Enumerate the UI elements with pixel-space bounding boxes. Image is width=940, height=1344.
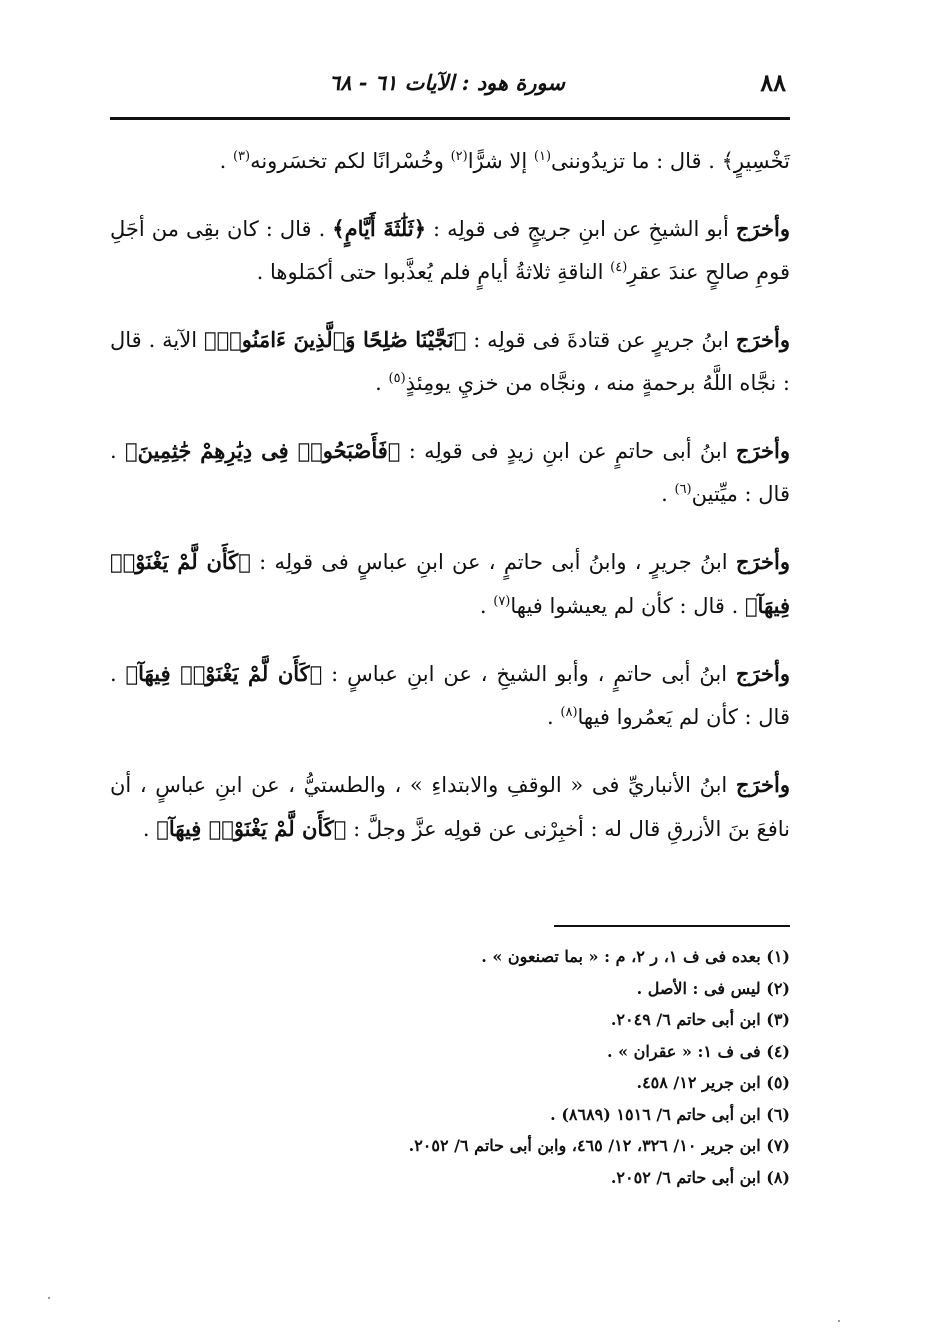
paragraph-text: . <box>142 817 157 841</box>
paragraph-7 <box>110 763 790 851</box>
footnote-ref: (٣) <box>232 149 251 164</box>
paragraph-text: . قال : ميِّتين <box>110 439 790 506</box>
page-header <box>110 68 790 108</box>
footnote: (٦) ابن أبى حاتم ٦/ ١٥١٦ (٨٦٨٩) . <box>550 1104 790 1124</box>
footnote-ref: (٦) <box>674 482 692 497</box>
footnotes-list <box>110 941 790 1193</box>
paragraph-text: ابنُ أبى حاتمٍ ، وأبو الشيخِ ، عن ابنِ عباسٍ : <box>322 662 736 686</box>
paragraph-text: ابنُ أبى حاتمٍ عن ابنِ زيدٍ فى قولِه : <box>400 439 736 463</box>
footnote-ref: (٨) <box>560 705 578 720</box>
quran-quote: ﴿كَأَن لَّمْ يَغْنَوْا۟ فِيهَآ﴾ <box>156 816 347 841</box>
footnote: (٨) ابن أبى حاتم ٦/ ٢٠٥٢. <box>610 1167 790 1187</box>
paragraph-3 <box>110 318 790 405</box>
paragraph-lead: وأخرَج <box>735 438 790 463</box>
book-page <box>110 0 790 1344</box>
header-rule <box>110 117 790 120</box>
footnote-ref: (٤) <box>610 260 628 275</box>
quran-quote: ﴿نَجَّيْنَا صَٰلِحًا وَٱلَّذِينَ ءَامَنُوا۟﴾ <box>203 327 467 352</box>
paragraph-6 <box>110 652 790 739</box>
paragraph-text: الناقةِ ثلاثةُ أيامٍ فلم يُعذَّبوا حتى أكمَلوها . <box>256 260 611 284</box>
scan-speck <box>48 1297 50 1299</box>
footnote-ref: (٢) <box>450 149 468 164</box>
paragraph-lead: وأخرَج <box>735 549 790 574</box>
footnote-ref: (٧) <box>493 594 511 609</box>
paragraph-text: . قال : كأن لم يعيشوا فيها <box>510 594 745 618</box>
footnote: (٣) ابن أبى حاتم ٦/ ٢٠٤٩. <box>610 1010 790 1029</box>
paragraph-text: . قال : كان بقِى من أجَلِ قومِ صالحٍ عندَ عقرِ <box>110 217 790 284</box>
paragraph-4 <box>110 429 790 516</box>
running-head: سورة هود : الآيات ٦١ - ٦٨ <box>328 70 565 95</box>
page-number: ٨٨ <box>760 68 786 97</box>
paragraph-text: الآية . قال : نجَّاه اللَّهُ برحمةٍ منه ، ونجَّاه من خزيِ يومِئذٍ <box>110 328 790 395</box>
scan-speck <box>838 1320 840 1322</box>
paragraph-text: . <box>479 594 494 618</box>
footnote-ref: (١) <box>533 149 552 164</box>
paragraph-lead: وأخرَج <box>735 661 790 686</box>
footnote: (٤) فى ف ١: « عقران » . <box>606 1041 790 1061</box>
footnote: (١) بعده فى ف ١، ر ٢، م : « بما تصنعون » . <box>481 947 790 966</box>
paragraph-text: . <box>219 149 233 173</box>
quran-quote: ﴿كَأَن لَّمْ يَغْنَوْا۟ فِيهَآ﴾ <box>125 661 323 686</box>
quran-quote: ﴿ثَلَٰثَةَ أَيَّامٍ﴾ <box>332 216 427 241</box>
paragraph-2 <box>110 207 790 294</box>
paragraph-lead: وأخرَج <box>735 772 790 797</box>
paragraph-text: ابنُ الأنباريِّ فى « الوقفِ والابتداءِ » ، والطستيُّ ، عن ابنِ عباسٍ ، أن نافعَ بنَ الأزرقِ قال له : أخبِرْنى عن قولِه عزَّ وجلَّ : <box>110 773 790 841</box>
footnote: (٢) ليس فى : الأصل . <box>636 978 790 998</box>
paragraph-lead: وأخرَج <box>735 327 791 352</box>
paragraph-text: ابنُ جريرٍ ، وابنُ أبى حاتمٍ ، عن ابنِ عباسٍ فى قولِه : <box>250 550 736 574</box>
paragraph-text: إلا شرًّا <box>467 149 534 173</box>
paragraph-text: . <box>547 705 561 729</box>
paragraph-text: . قال : كأن لم يَعمُروا فيها <box>110 662 790 729</box>
paragraph-text: . <box>661 482 675 506</box>
quran-quote: ﴿كَأَن لَّمْ يَغْنَوْا۟ فِيهَآ﴾ <box>110 549 790 618</box>
quran-quote: ﴿فَأَصْبَحُوا۟ فِى دِيَٰرِهِمْ جَٰثِمِينَ﴾ <box>124 438 401 463</box>
paragraph-lead: وأخرَج <box>735 216 790 241</box>
paragraph-text: أبو الشيخِ عن ابنِ جريجٍ فى قولِه : <box>426 217 736 241</box>
footnote: (٥) ابن جرير ١٢/ ٤٥٨. <box>636 1073 790 1092</box>
paragraph-1 <box>110 140 790 183</box>
paragraph-5 <box>110 540 790 628</box>
main-text <box>110 140 790 875</box>
footnote-ref: (٥) <box>388 371 406 386</box>
footnote: (٧) ابن جرير ١٠/ ٣٢٦، ١٢/ ٤٦٥، وابن أبى حاتم ٦/ ٢٠٥٢. <box>408 1136 790 1155</box>
paragraph-text: وخُسْرانًا لكم تخسَرونه <box>250 149 451 173</box>
paragraph-text: تَخْسِيرٍ﴾ . قال : ما تزيدُوننى <box>551 149 790 173</box>
paragraph-text: . <box>375 371 389 395</box>
footnote-rule <box>554 925 790 927</box>
paragraph-text: ابنُ جريرٍ عن قتادةَ فى قولِه : <box>466 328 736 352</box>
